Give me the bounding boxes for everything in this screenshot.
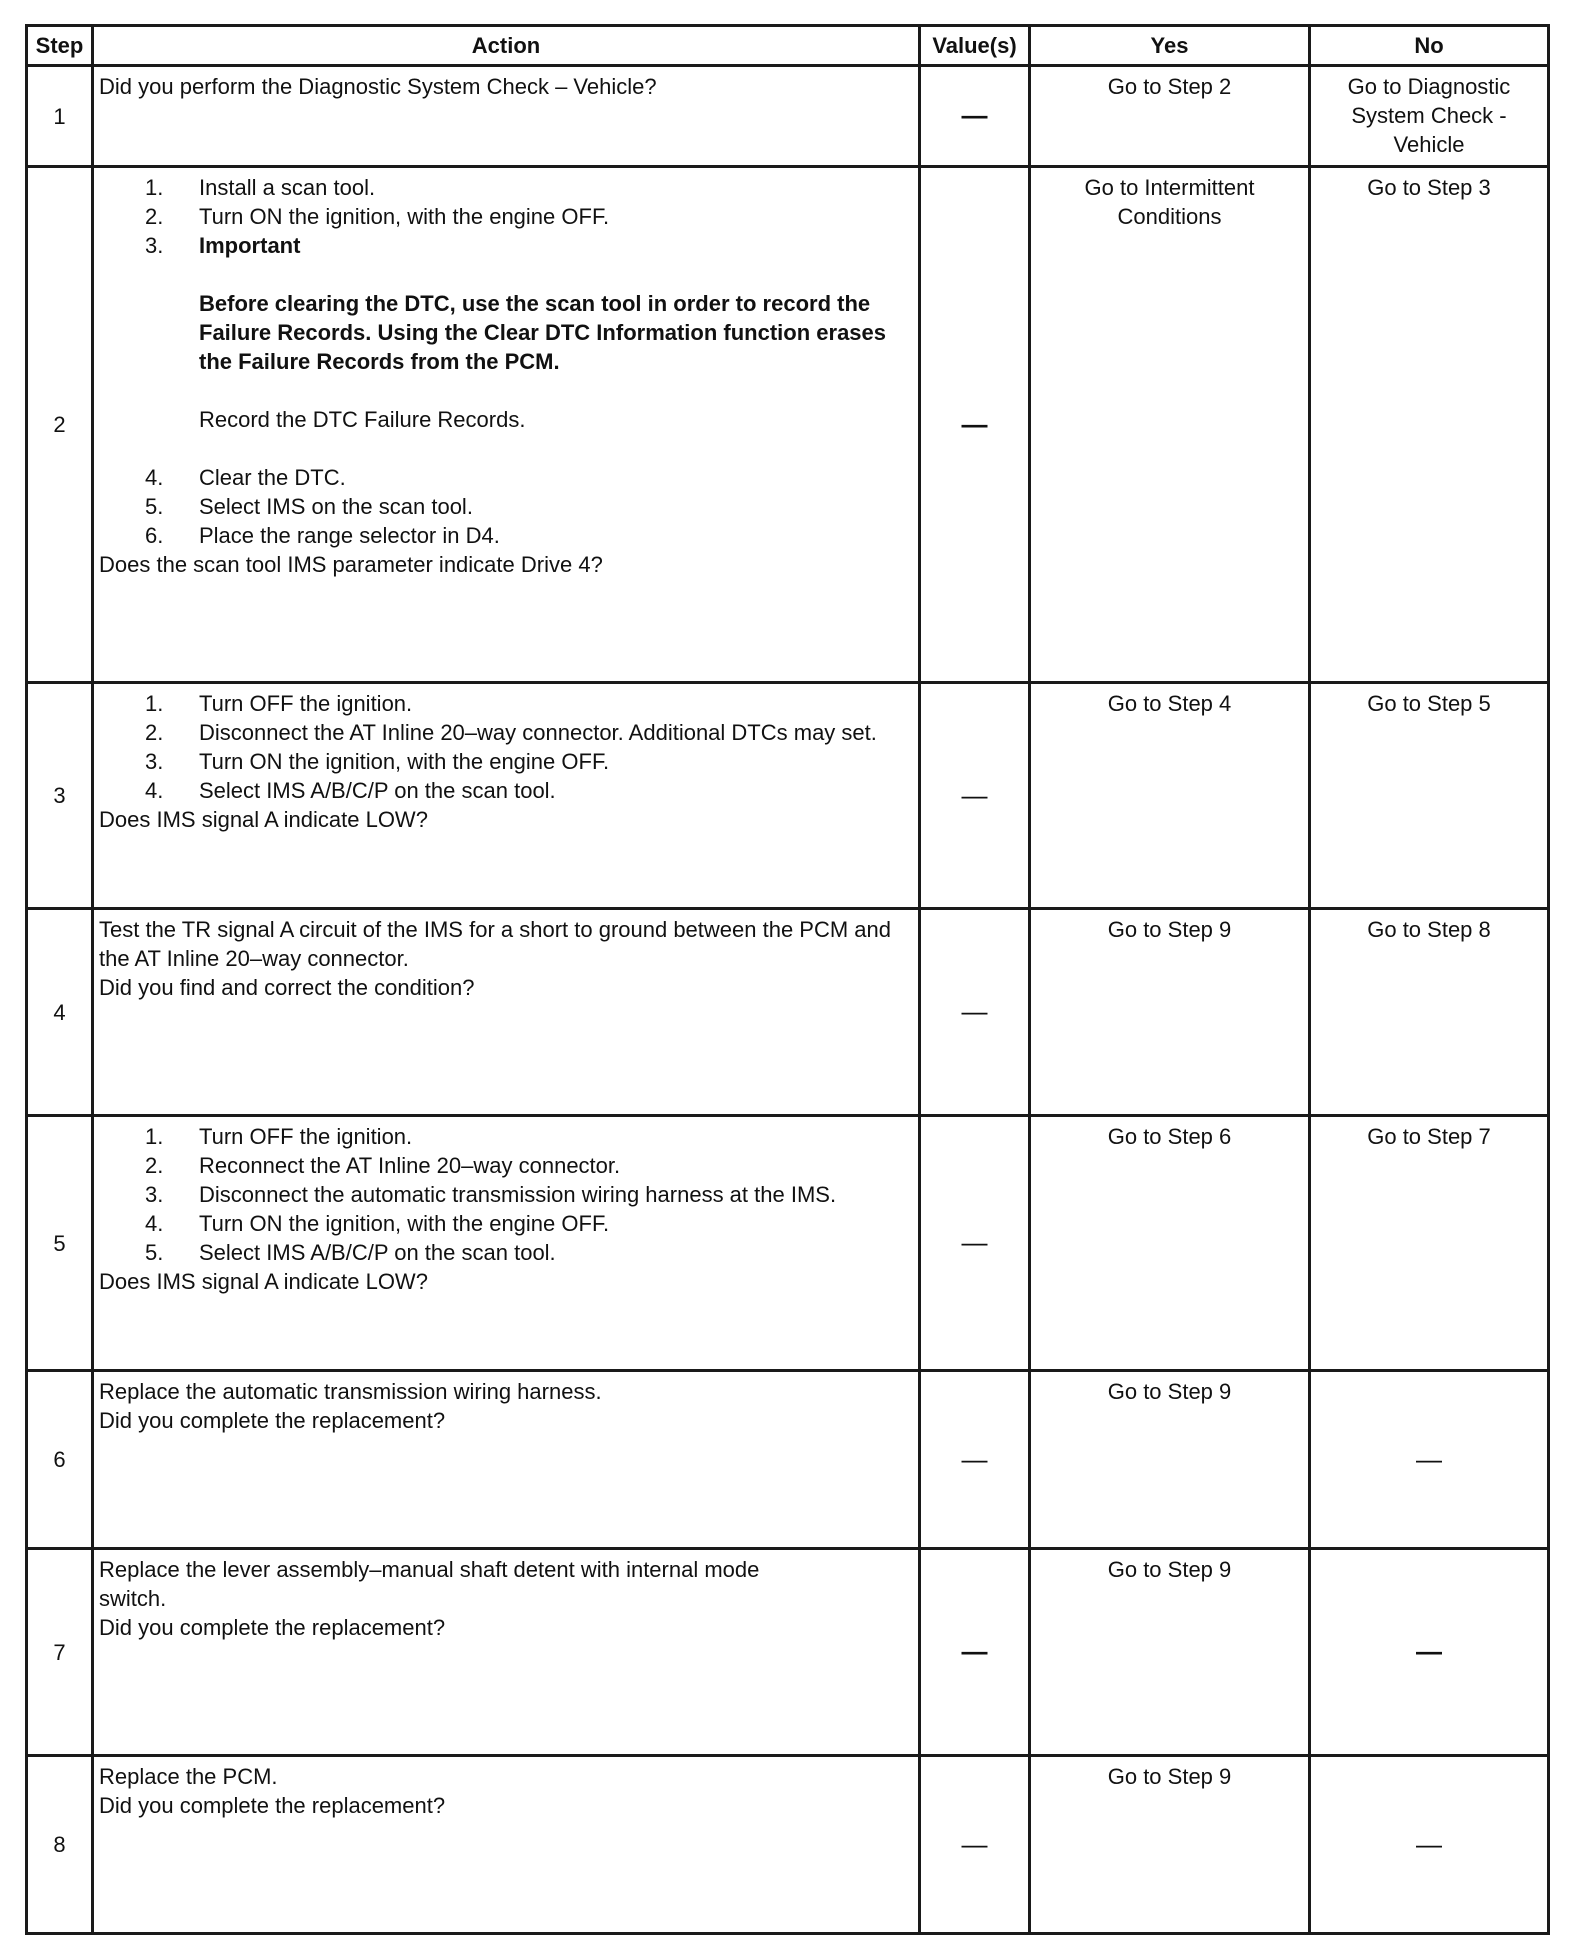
table-row-step-8 <box>27 1756 1549 1934</box>
no-cell <box>1310 683 1549 909</box>
question-text: Does IMS signal A indicate LOW? <box>99 1269 428 1294</box>
action-text: Replace the lever assembly–manual shaft detent with internal mode switch. <box>99 1557 760 1611</box>
no-cell <box>1310 167 1549 683</box>
action-cell <box>93 167 920 683</box>
list-item: 2. Reconnect the AT Inline 20–way connector. <box>145 1153 621 1178</box>
value-cell <box>920 1371 1030 1549</box>
step-list <box>99 689 913 805</box>
no-link[interactable]: Go to Step 7 <box>1367 1124 1491 1149</box>
step-list <box>99 463 913 550</box>
list-item: 3. Important <box>145 233 301 258</box>
table-row-step-2 <box>27 167 1549 683</box>
yes-link[interactable]: Go to Step 9 <box>1107 917 1232 942</box>
step-number: 3 <box>27 683 93 909</box>
header-yes: Yes <box>1030 26 1310 66</box>
yes-link[interactable]: Go to Step 6 <box>1107 1124 1232 1149</box>
table-row-step-7 <box>27 1549 1549 1756</box>
list-item: 2. Disconnect the AT Inline 20–way connector. Additional DTCs may set. <box>145 720 877 745</box>
yes-cell <box>1030 167 1310 683</box>
dash: — <box>961 1227 988 1257</box>
step-number: 6 <box>27 1371 93 1549</box>
dash: — <box>1416 1636 1442 1666</box>
list-item: 3. Turn ON the ignition, with the engine OFF. <box>145 749 610 774</box>
step-number: 2 <box>27 167 93 683</box>
dash: — <box>1416 1443 1442 1474</box>
no-cell <box>1310 1549 1549 1756</box>
header-step: Step <box>27 26 93 66</box>
action-cell <box>93 1549 920 1756</box>
list-item: 4. Clear the DTC. <box>145 465 346 490</box>
no-cell <box>1310 66 1549 167</box>
list-item: 5. Select IMS A/B/C/P on the scan tool. <box>145 1240 556 1265</box>
table-row-step-4 <box>27 909 1549 1116</box>
no-cell <box>1310 1371 1549 1549</box>
yes-cell <box>1030 1371 1310 1549</box>
table-row-step-3 <box>27 683 1549 909</box>
yes-cell <box>1030 1549 1310 1756</box>
dash: — <box>961 1443 988 1474</box>
list-item: 5. Select IMS on the scan tool. <box>145 494 473 519</box>
yes-cell <box>1030 1756 1310 1934</box>
list-item: 4. Turn ON the ignition, with the engine OFF. <box>145 1211 610 1236</box>
dash: — <box>961 779 988 810</box>
list-item: 4. Select IMS A/B/C/P on the scan tool. <box>145 778 556 803</box>
dash: — <box>961 1828 988 1859</box>
step-list <box>99 1122 913 1267</box>
action-cell <box>93 683 920 909</box>
value-cell <box>920 66 1030 167</box>
table-row-step-6 <box>27 1371 1549 1549</box>
value-cell <box>920 1756 1030 1934</box>
important-label: Important <box>199 233 301 258</box>
action-text: Replace the PCM. <box>99 1764 278 1789</box>
dash: — <box>961 996 988 1026</box>
no-cell <box>1310 1756 1549 1934</box>
header-action: Action <box>93 26 920 66</box>
important-note: Before clearing the DTC, use the scan tool in order to record the Failure Records. Using the Clear DTC Information function erases the Failure Records from the PCM. <box>199 291 887 374</box>
diagnostic-table <box>25 24 1550 1935</box>
step-number: 5 <box>27 1116 93 1371</box>
yes-cell <box>1030 66 1310 167</box>
dash: — <box>961 408 988 439</box>
no-cell <box>1310 909 1549 1116</box>
list-item: 1. Turn OFF the ignition. <box>145 1124 413 1149</box>
step-list <box>99 173 913 260</box>
dash: — <box>961 1636 988 1666</box>
question-text: Does the scan tool IMS parameter indicate Drive 4? <box>99 552 603 577</box>
yes-link[interactable]: Go to Intermittent Conditions <box>1084 175 1255 229</box>
list-item: 1. Install a scan tool. <box>145 175 376 200</box>
question-text: Did you complete the replacement? <box>99 1615 446 1640</box>
yes-link[interactable]: Go to Step 9 <box>1107 1557 1232 1582</box>
table-row-step-5 <box>27 1116 1549 1371</box>
dash: — <box>1416 1828 1442 1859</box>
header-no: No <box>1310 26 1549 66</box>
value-cell <box>920 1116 1030 1371</box>
list-item: 6. Place the range selector in D4. <box>145 523 500 548</box>
action-text: Replace the automatic transmission wiring harness. <box>99 1379 602 1404</box>
yes-cell <box>1030 1116 1310 1371</box>
yes-link[interactable]: Go to Step 2 <box>1107 74 1232 99</box>
yes-cell <box>1030 909 1310 1116</box>
yes-link[interactable]: Go to Step 4 <box>1107 691 1232 716</box>
no-link[interactable]: Go to Step 8 <box>1367 917 1491 942</box>
value-cell <box>920 683 1030 909</box>
list-item: 3. Disconnect the automatic transmission wiring harness at the IMS. <box>145 1182 837 1207</box>
no-link[interactable]: Go to Step 5 <box>1367 691 1491 716</box>
yes-link[interactable]: Go to Step 9 <box>1107 1379 1232 1404</box>
value-cell <box>920 1549 1030 1756</box>
action-cell <box>93 909 920 1116</box>
list-item: 1. Turn OFF the ignition. <box>145 691 413 716</box>
action-cell <box>93 1116 920 1371</box>
no-cell <box>1310 1116 1549 1371</box>
question-text: Does IMS signal A indicate LOW? <box>99 807 428 832</box>
step-number: 7 <box>27 1549 93 1756</box>
header-row <box>27 26 1549 66</box>
action-cell <box>93 66 920 167</box>
no-link[interactable]: Go to Diagnostic System Check - Vehicle <box>1347 74 1511 157</box>
list-item: 2. Turn ON the ignition, with the engine OFF. <box>145 204 610 229</box>
value-cell <box>920 909 1030 1116</box>
question-text: Did you complete the replacement? <box>99 1408 446 1433</box>
dash: — <box>961 100 988 130</box>
step-number: 1 <box>27 66 93 167</box>
yes-cell <box>1030 683 1310 909</box>
question-text: Did you find and correct the condition? <box>99 975 475 1000</box>
value-cell <box>920 167 1030 683</box>
header-values: Value(s) <box>920 26 1030 66</box>
action-cell <box>93 1756 920 1934</box>
action-cell <box>93 1371 920 1549</box>
yes-link[interactable]: Go to Step 9 <box>1107 1764 1232 1789</box>
table-row-step-1 <box>27 66 1549 167</box>
step-number: 4 <box>27 909 93 1116</box>
action-text: Test the TR signal A circuit of the IMS for a short to ground between the PCM and the AT Inline 20–way connector. <box>99 917 892 971</box>
no-link[interactable]: Go to Step 3 <box>1367 175 1491 200</box>
record-instruction: Record the DTC Failure Records. <box>199 407 526 432</box>
question-text: Did you complete the replacement? <box>99 1793 446 1818</box>
step-number: 8 <box>27 1756 93 1934</box>
action-text: Did you perform the Diagnostic System Check – Vehicle? <box>99 74 657 99</box>
